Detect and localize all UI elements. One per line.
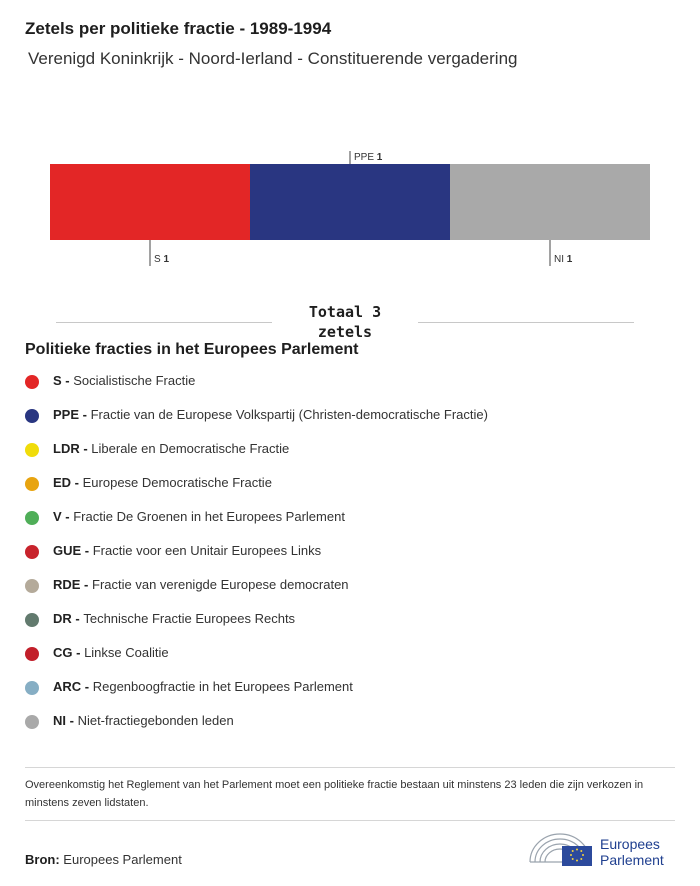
total-seats-line2: zetels [317, 323, 373, 341]
legend-item [25, 507, 685, 541]
legend-color-dot [25, 375, 39, 389]
legend-color-dot [25, 715, 39, 729]
footnote-divider-bottom [25, 820, 675, 821]
legend-description: Liberale en Democratische Fractie [91, 441, 290, 456]
legend-abbreviation: ED - [53, 475, 83, 490]
logo-line2: Parlement [600, 852, 664, 868]
legend-description: Linkse Coalitie [84, 645, 169, 660]
legend-description: Fractie van verenigde Europese democraten [92, 577, 349, 592]
legend-item [25, 609, 685, 643]
legend-abbreviation: DR - [53, 611, 84, 626]
legend-color-dot [25, 647, 39, 661]
legend-abbreviation: PPE - [53, 407, 91, 422]
bar-ni [450, 164, 650, 240]
chart-title: Zetels per politieke fractie - 1989-1994 [25, 19, 332, 38]
source-label: Bron: [25, 852, 60, 867]
bar-s [50, 164, 250, 240]
legend-item [25, 541, 685, 575]
seat-bar-chart [0, 140, 700, 280]
legend-abbreviation: V - [53, 509, 74, 524]
legend-item [25, 371, 685, 405]
legend-label [53, 577, 349, 592]
legend-abbreviation: CG - [53, 645, 85, 660]
legend-abbreviation: GUE - [53, 543, 93, 558]
legend-item [25, 677, 685, 711]
legend-description: Europese Democratische Fractie [82, 475, 272, 490]
legend-description: Technische Fractie Europees Rechts [83, 611, 296, 626]
parliament-hemicycle-icon [528, 828, 598, 872]
legend-item [25, 643, 685, 677]
legend-label [53, 441, 289, 456]
legend-title: Politieke fracties in het Europees Parlement [25, 341, 359, 358]
legend-item [25, 439, 685, 473]
legend-item [25, 575, 685, 609]
legend-item [25, 405, 685, 439]
total-divider-right [418, 322, 634, 323]
legend-color-dot [25, 409, 39, 423]
legend-description: Niet-fractiegebonden leden [77, 713, 234, 728]
legend-label [53, 543, 321, 558]
source-value: Europees Parlement [63, 852, 182, 867]
party-legend [25, 371, 685, 745]
source-line [25, 852, 182, 867]
legend-color-dot [25, 681, 39, 695]
legend-label [53, 611, 295, 626]
logo-wordmark [600, 836, 664, 868]
legend-abbreviation: LDR - [53, 441, 92, 456]
footnote-divider-top [25, 767, 675, 768]
legend-abbreviation: NI - [53, 713, 78, 728]
legend-color-dot [25, 511, 39, 525]
legend-label [53, 679, 353, 694]
legend-abbreviation: ARC - [53, 679, 93, 694]
legend-description: Fractie voor een Unitair Europees Links [92, 543, 322, 558]
legend-label [53, 509, 345, 524]
legend-color-dot [25, 579, 39, 593]
legend-color-dot [25, 443, 39, 457]
legend-color-dot [25, 545, 39, 559]
legend-label [53, 713, 234, 728]
total-divider-left [56, 322, 272, 323]
legend-color-dot [25, 613, 39, 627]
legend-label [53, 645, 169, 660]
bar-label-s: S 1 [154, 254, 170, 265]
chart-subtitle: Verenigd Koninkrijk - Noord-Ierland - Constituerende vergadering [28, 49, 518, 68]
bar-label-ni: NI 1 [554, 254, 573, 265]
bar-label-ppe: PPE 1 [354, 152, 383, 163]
legend-label [53, 373, 195, 388]
bar-ppe [250, 164, 450, 240]
legend-item [25, 473, 685, 507]
legend-label [53, 407, 488, 422]
logo-line1: Europees [600, 836, 660, 852]
legend-abbreviation: S - [53, 373, 74, 388]
legend-description: Socialistische Fractie [73, 373, 196, 388]
total-seats-line1: Totaal 3 [308, 303, 382, 321]
total-seats-label [275, 302, 415, 342]
legend-color-dot [25, 477, 39, 491]
legend-description: Fractie van de Europese Volkspartij (Christen-democratische Fractie) [90, 407, 488, 422]
footnote: Overeenkomstig het Reglement van het Parlement moet een politieke fractie bestaan uit minstens 23 leden die zijn verkozen in minstens zeven lidstaten. [25, 779, 644, 809]
european-parliament-logo [528, 828, 678, 872]
legend-description: Regenboogfractie in het Europees Parlement [92, 679, 353, 694]
legend-label [53, 475, 272, 490]
legend-description: Fractie De Groenen in het Europees Parlement [73, 509, 345, 524]
legend-item [25, 711, 685, 745]
legend-abbreviation: RDE - [53, 577, 92, 592]
